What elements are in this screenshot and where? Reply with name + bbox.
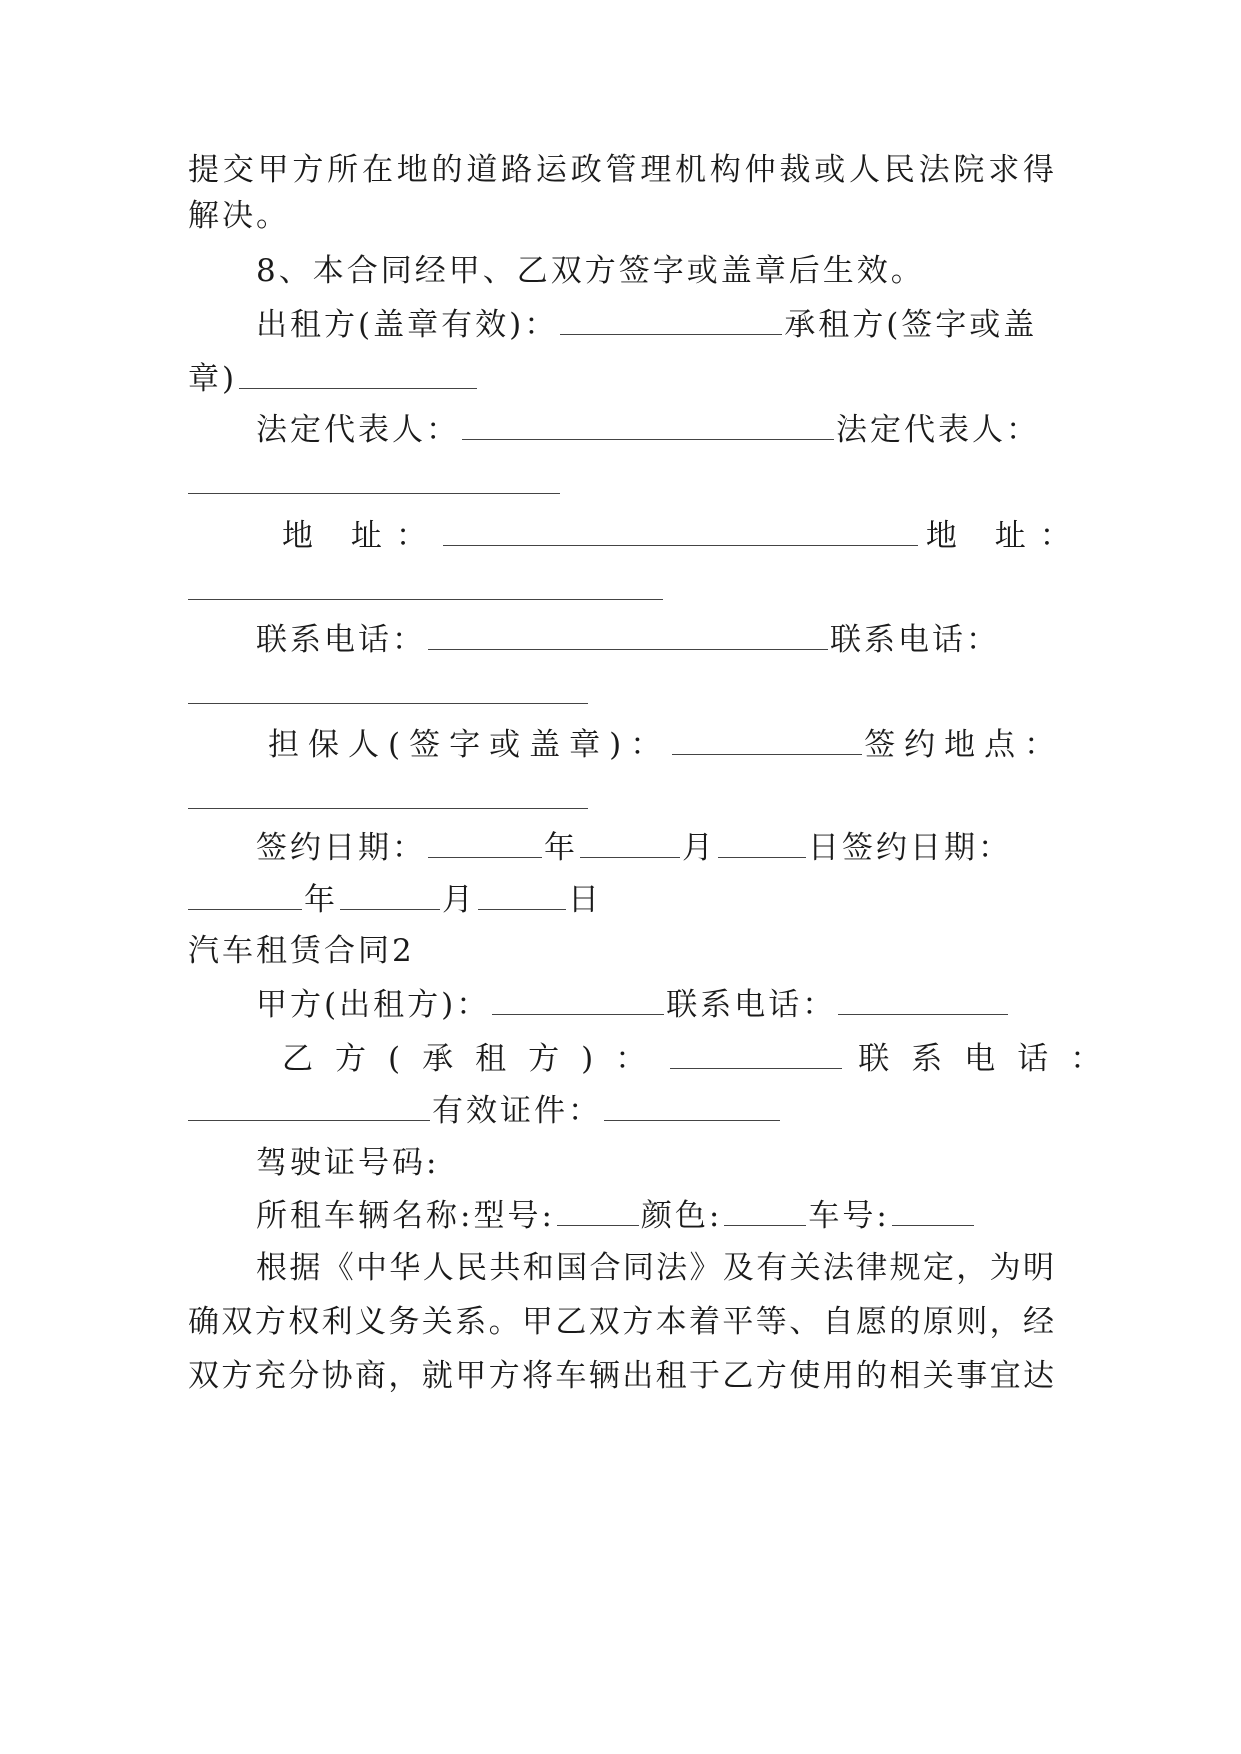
party-b-line [282,1037,1124,1081]
phone-line [256,618,1054,662]
clause-8 [256,249,1054,293]
blank [188,573,663,600]
blank [604,1094,780,1121]
label: 联系电话： [256,622,426,658]
blank [428,623,828,650]
label: 月 [682,830,716,866]
label: 法定代表人： [836,412,1040,448]
blank [188,467,560,494]
label: 日 [568,882,602,918]
party-a-line [256,983,1054,1027]
text: 确双方权利义务关系。甲乙双方本着平等、自愿的原则，经 [188,1304,1057,1340]
label: 颜色: [640,1198,723,1234]
text: 解决。 [188,198,290,234]
year-blank [428,831,542,858]
blank [443,519,918,546]
label: 有效证件： [432,1093,602,1129]
label: 甲方(出租方)： [256,987,491,1023]
sign-date-line-cont [188,878,1054,922]
id-line [188,1089,1054,1133]
label: 车号: [808,1198,890,1234]
year-blank [188,883,302,910]
blank-line [188,568,1054,612]
month-blank [340,883,440,910]
paragraph-line [188,1354,1057,1398]
signature-blank [239,362,477,389]
blank [557,1199,639,1226]
blank [188,1094,430,1121]
label: 联系电话： [666,987,837,1023]
paragraph-line [188,194,1054,238]
month-blank [580,831,680,858]
text: 提交甲方所在地的道路运政管理机构仲裁或人民法院求得 [188,152,1058,188]
paragraph-line [188,148,1058,192]
blank [838,988,1008,1015]
label: 承租方(签字或盖 [784,307,1038,343]
label: 章) [188,361,238,397]
blank [670,1042,842,1069]
label: 联系电话： [830,622,1000,658]
paragraph-line [188,1300,1057,1344]
label: 驾驶证号码: [256,1145,440,1181]
legal-rep-line [256,408,1054,452]
lessee-line-cont [188,357,1054,401]
label: 联系电话： [858,1041,1124,1077]
blank-line [188,672,1054,716]
label: 地 址： [282,518,441,554]
label: 地 址： [925,518,1085,554]
label: 担保人(签字或盖章)： [268,727,671,763]
address-line [282,514,1085,558]
blank-line [188,777,1054,821]
label: 所租车辆名称: [256,1198,474,1234]
text: 根据《中华人民共和国合同法》及有关法律规定，为明 [256,1250,1057,1286]
signature-blank [560,308,782,335]
label: 年 [304,882,338,918]
blank [188,677,588,704]
blank [492,988,664,1015]
blank [724,1199,806,1226]
sign-date-line [256,826,1054,870]
label: 签约地点： [864,727,1065,763]
day-blank [478,883,566,910]
label: 乙方(承租方)： [282,1041,669,1077]
blank-line [188,462,1054,506]
label: 日签约日期： [808,830,1012,866]
section-heading [188,929,1054,973]
blank [188,782,588,809]
label: 签约日期： [256,830,426,866]
label: 法定代表人： [256,412,460,448]
vehicle-line [256,1194,1054,1238]
guarantor-line [268,723,1065,767]
license-line [256,1141,1054,1185]
label: 月 [442,882,476,918]
blank [892,1199,974,1226]
lessor-line [256,303,1054,347]
text: 8、本合同经甲、乙双方签字或盖章后生效。 [256,253,925,289]
label: 型号: [473,1198,555,1234]
text: 双方充分协商，就甲方将车辆出租于乙方使用的相关事宜达 [188,1358,1057,1394]
label: 年 [544,830,578,866]
label: 出租方(盖章有效)： [256,307,559,343]
day-blank [718,831,806,858]
blank [672,728,862,755]
paragraph-line [256,1246,1057,1290]
blank [462,413,834,440]
heading: 汽车租赁合同2 [188,933,415,969]
